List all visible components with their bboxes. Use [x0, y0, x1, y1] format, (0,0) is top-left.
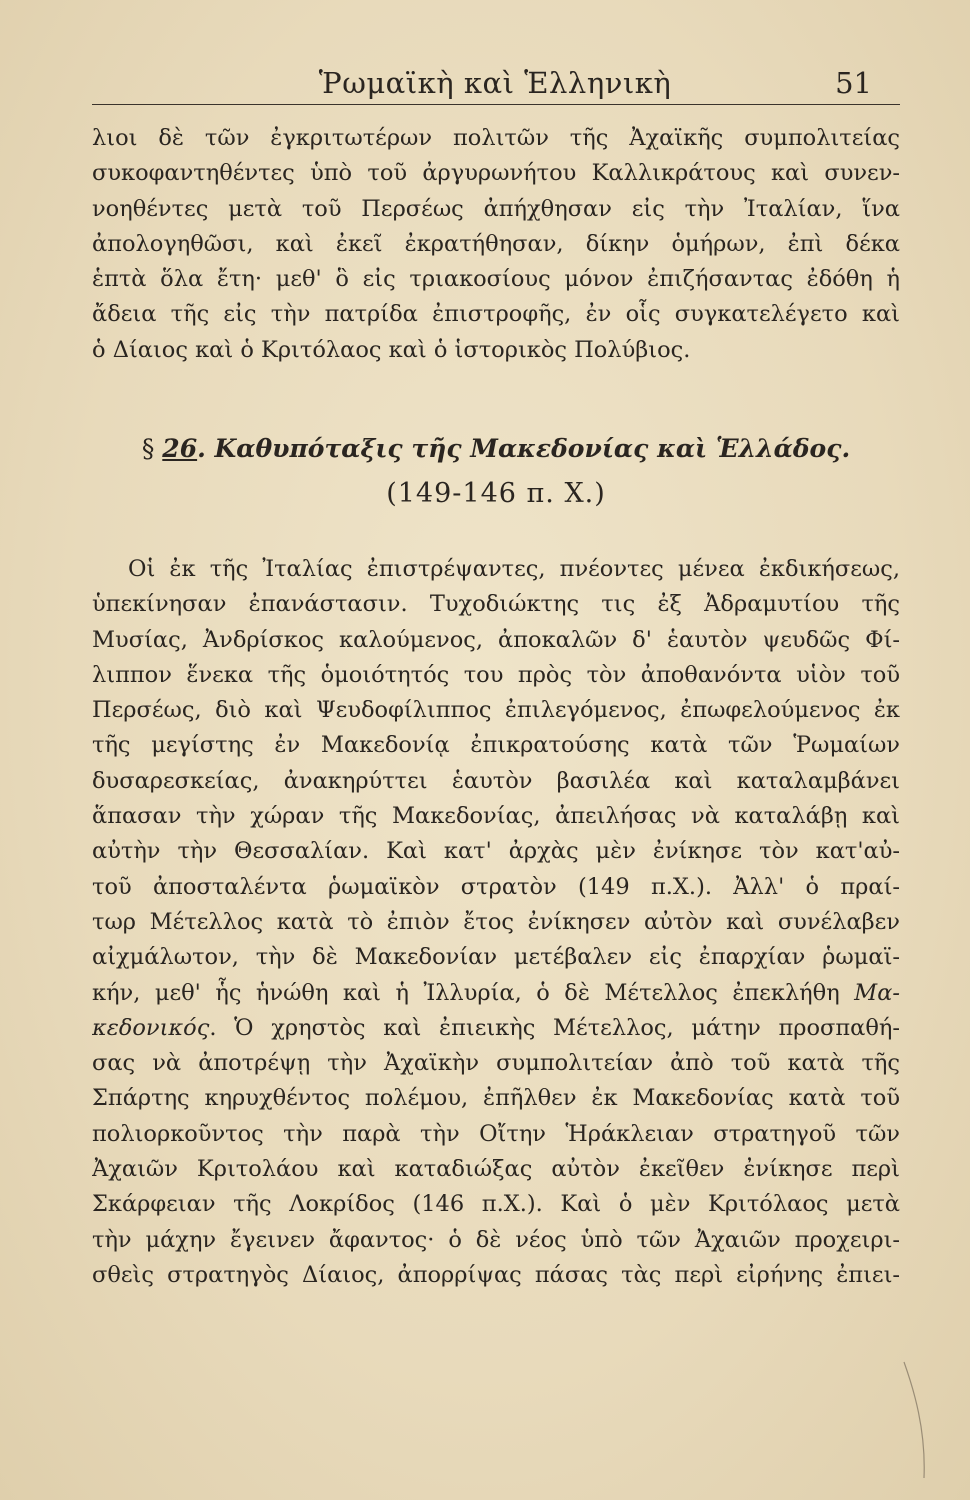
paragraph-1 — [92, 121, 900, 368]
section-heading — [92, 434, 900, 463]
text-line — [92, 976, 900, 1011]
text-line-part: κήν, μεθ' ἧς ἡνώθη καὶ ἡ Ἰλλυρία, ὁ δὲ Μέτελλος ἐπεκλήθη — [92, 979, 840, 1006]
text-line: Ἀχαιῶν Κριτολάου καὶ καταδιώξας αὐτὸν ἐκεῖθεν ἐνίκησε περὶ — [92, 1156, 900, 1183]
text-line: σθεὶς στρατηγὸς Δίαιος, ἀπορρίψας πάσας τὰς περὶ εἰρήνης ἐπιει- — [92, 1261, 900, 1288]
text-line: τωρ Μέτελλος κατὰ τὸ ἐπιὸν ἔτος ἐνίκησεν αὐτὸν καὶ συνέλαβεν — [92, 908, 900, 935]
text-line: Περσέως, διὸ καὶ Ψευδοφίλιππος ἐπιλεγόμενος, ἐπωφελούμενος ἐκ — [92, 697, 900, 724]
text-line: Οἱ ἐκ τῆς Ἰταλίας ἐπιστρέψαντες, πνέοντες μένεα ἐκδικήσεως, — [128, 556, 900, 582]
text-line: τὴν μάχην ἔγεινεν ἄφαντος· ὁ δὲ νέος ὑπὸ τῶν Ἀχαιῶν προχειρι- — [92, 1226, 900, 1253]
text-line: ἑπτὰ ὅλα ἔτη· μεθ' ὃ εἰς τριακοσίους μόνον ἐπιζήσαντας ἐδόθη ἡ — [92, 266, 900, 293]
text-line — [92, 1011, 900, 1046]
section-mark: § — [141, 434, 155, 463]
page-edge-mark — [900, 1360, 940, 1480]
page-number: 51 — [835, 66, 872, 100]
text-line: νοηθέντες μετὰ τοῦ Περσέως ἀπήχθησαν εἰς τὴν Ἰταλίαν, ἵνα — [92, 195, 900, 222]
page-header-title: Ῥωμαϊκὴ καὶ Ἑλληνικὴ — [318, 66, 672, 100]
text-line: αὐτὴν τὴν Θεσσαλίαν. Καὶ κατ' ἀρχὰς μὲν ἐνίκησε τὸν κατ'αὐ- — [92, 838, 900, 865]
text-line: τοῦ ἀποσταλέντα ῥωμαϊκὸν στρατὸν (149 π.Χ.). Ἀλλ' ὁ πραί- — [92, 873, 900, 900]
text-line: Σκάρφειαν τῆς Λοκρίδος (146 π.Χ.). Καὶ ὁ μὲν Κριτόλαος μετὰ — [92, 1191, 900, 1218]
running-header — [100, 62, 890, 102]
italic-fragment: Μα- — [854, 979, 900, 1006]
text-line: Μυσίας, Ἀνδρίσκος καλούμενος, ἀποκαλῶν δ' ἑαυτὸν ψευδῶς Φί- — [92, 626, 900, 653]
text-line: πολιορκοῦντος τὴν παρὰ τὴν Οἴτην Ἡράκλειαν στρατηγοῦ τῶν — [92, 1120, 900, 1147]
text-line: συκοφαντηθέντες ὑπὸ τοῦ ἀργυρωνήτου Καλλικράτους καὶ συνεν- — [92, 160, 900, 187]
text-line: ἅπασαν τὴν χώραν τῆς Μακεδονίας, ἀπειλήσας νὰ καταλάβῃ καὶ — [92, 803, 900, 830]
text-line: δυσαρεσκείας, ἀνακηρύττει ἑαυτὸν βασιλέα καὶ καταλαμβάνει — [92, 767, 900, 794]
italic-fragment: κεδονικός — [92, 1014, 210, 1041]
text-line: τῆς μεγίστης ἐν Μακεδονίᾳ ἐπικρατούσης κατὰ τῶν Ῥωμαίων — [92, 732, 900, 759]
text-line: σας νὰ ἀποτρέψῃ τὴν Ἀχαϊκὴν συμπολιτείαν ἀπὸ τοῦ κατὰ τῆς — [92, 1050, 900, 1077]
text-line: Σπάρτης κηρυχθέντος πολέμου, ἐπῆλθεν ἐκ Μακεδονίας κατὰ τοῦ — [92, 1085, 900, 1112]
text-line: ὑπεκίνησαν ἐπανάστασιν. Τυχοδιώκτης τις ἐξ Ἀδραμυτίου τῆς — [92, 591, 900, 618]
text-line: ὁ Δίαιος καὶ ὁ Κριτόλαος καὶ ὁ ἱστορικὸς Πολύβιος. — [92, 336, 691, 363]
text-line: αἰχμάλωτον, τὴν δὲ Μακεδονίαν μετέβαλεν εἰς ἐπαρχίαν ῥωμαϊ- — [92, 944, 900, 971]
text-line: ἄδεια τῆς εἰς τὴν πατρίδα ἐπιστροφῆς, ἐν οἷς συγκατελέγετο καὶ — [92, 301, 900, 328]
section-dates: (149-146 π. Χ.) — [386, 478, 606, 509]
paragraph-2 — [92, 552, 900, 1293]
text-line: λιοι δὲ τῶν ἐγκριτωτέρων πολιτῶν τῆς Ἀχαϊκῆς συμπολιτείας — [92, 125, 900, 151]
section-title: . Καθυπόταξις τῆς Μακεδονίας καὶ Ἑλλάδος. — [197, 434, 851, 463]
header-rule — [92, 104, 900, 105]
text-line-part: . Ὁ χρηστὸς καὶ ἐπιεικὴς Μέτελλος, μάτην προσπαθή- — [209, 1014, 900, 1041]
section-number: 26 — [162, 434, 198, 463]
text-line: λιππον ἕνεκα τῆς ὁμοιότητός του πρὸς τὸν ἀποθανόντα υἱὸν τοῦ — [92, 661, 900, 688]
text-line: ἀπολογηθῶσι, καὶ ἐκεῖ ἐκρατήθησαν, δίκην ὁμήρων, ἐπὶ δέκα — [92, 230, 900, 257]
